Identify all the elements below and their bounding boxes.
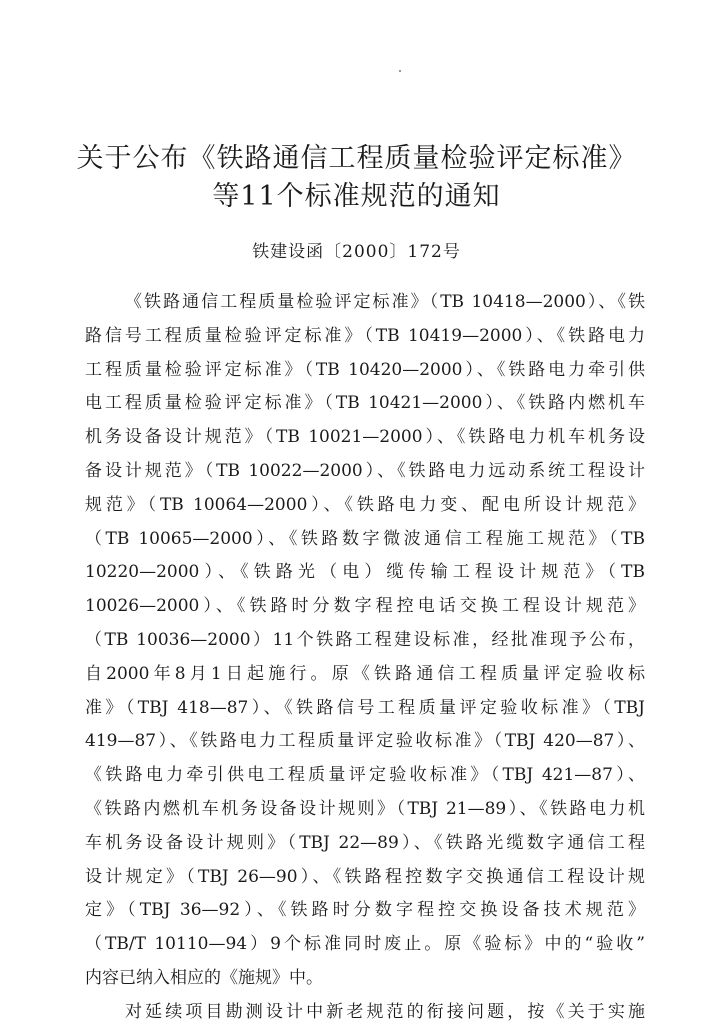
body-line: 10220—2000）、《铁路光（电）缆传输工程设计规范》（TB bbox=[85, 562, 645, 583]
body-line: 电工程质量检验评定标准》（TB 10421—2000）、《铁路内燃机车 bbox=[85, 393, 645, 414]
body-line: 设计规定》（TBJ 26—90）、《铁路程控数字交换通信工程设计规 bbox=[85, 866, 645, 887]
body-line: 准》（TBJ 418—87）、《铁路信号工程质量评定验收标准》（TBJ bbox=[85, 697, 645, 718]
body-line: 10026—2000）、《铁路时分数字程控电话交换工程设计规范》 bbox=[85, 596, 645, 617]
document-body bbox=[85, 286, 645, 1030]
body-line: （TB 10065—2000）、《铁路数字微波通信工程施工规范》（TB bbox=[85, 528, 645, 549]
body-line: 《铁路内燃机车机务设备设计规则》（TBJ 21—89）、《铁路电力机 bbox=[85, 798, 645, 819]
body-line-paragraph-2: 对延续项目勘测设计中新老规范的衔接问题，按《关于实施 bbox=[125, 1001, 645, 1022]
body-line: 机务设备设计规范》（TB 10021—2000）、《铁路电力机车机务设 bbox=[85, 427, 645, 448]
body-line: 定》（TBJ 36—92）、《铁路时分数字程控交换设备技术规范》 bbox=[85, 900, 645, 921]
body-line: 工程质量检验评定标准》（TB 10420—2000）、《铁路电力牵引供 bbox=[85, 359, 645, 380]
document-title-line-2: 等11个标准规范的通知 bbox=[212, 181, 501, 212]
document-number: 铁建设函〔2000〕172号 bbox=[252, 242, 461, 262]
body-line: 规范》（TB 10064—2000）、《铁路电力变、配电所设计规范》 bbox=[85, 494, 645, 515]
document-title-line-1: 关于公布《铁路通信工程质量检验评定标准》 bbox=[76, 143, 637, 174]
body-line: （TB 10036—2000）11个铁路工程建设标准，经批准现予公布， bbox=[85, 629, 645, 650]
body-line: 路信号工程质量检验评定标准》（TB 10419—2000）、《铁路电力 bbox=[85, 325, 645, 346]
body-line: 备设计规范》（TB 10022—2000）、《铁路电力远动系统工程设计 bbox=[85, 460, 645, 481]
body-line: 《铁路通信工程质量检验评定标准》（TB 10418—2000）、《铁 bbox=[125, 292, 645, 312]
scan-speck bbox=[399, 70, 401, 72]
body-line: 内容已纳入相应的《施规》中。 bbox=[85, 967, 323, 988]
body-line: 车机务设备设计规则》（TBJ 22—89）、《铁路光缆数字通信工程 bbox=[85, 832, 645, 853]
body-line: 自2000年8月1日起施行。原《铁路通信工程质量评定验收标 bbox=[85, 663, 645, 684]
body-line: （TB/T 10110—94）9个标准同时废止。原《验标》中的“验收” bbox=[85, 934, 645, 955]
body-line: 《铁路电力牵引供电工程质量评定验收标准》（TBJ 421—87）、 bbox=[85, 765, 645, 786]
body-line: 419—87）、《铁路电力工程质量评定验收标准》（TBJ 420—87）、 bbox=[85, 731, 645, 752]
